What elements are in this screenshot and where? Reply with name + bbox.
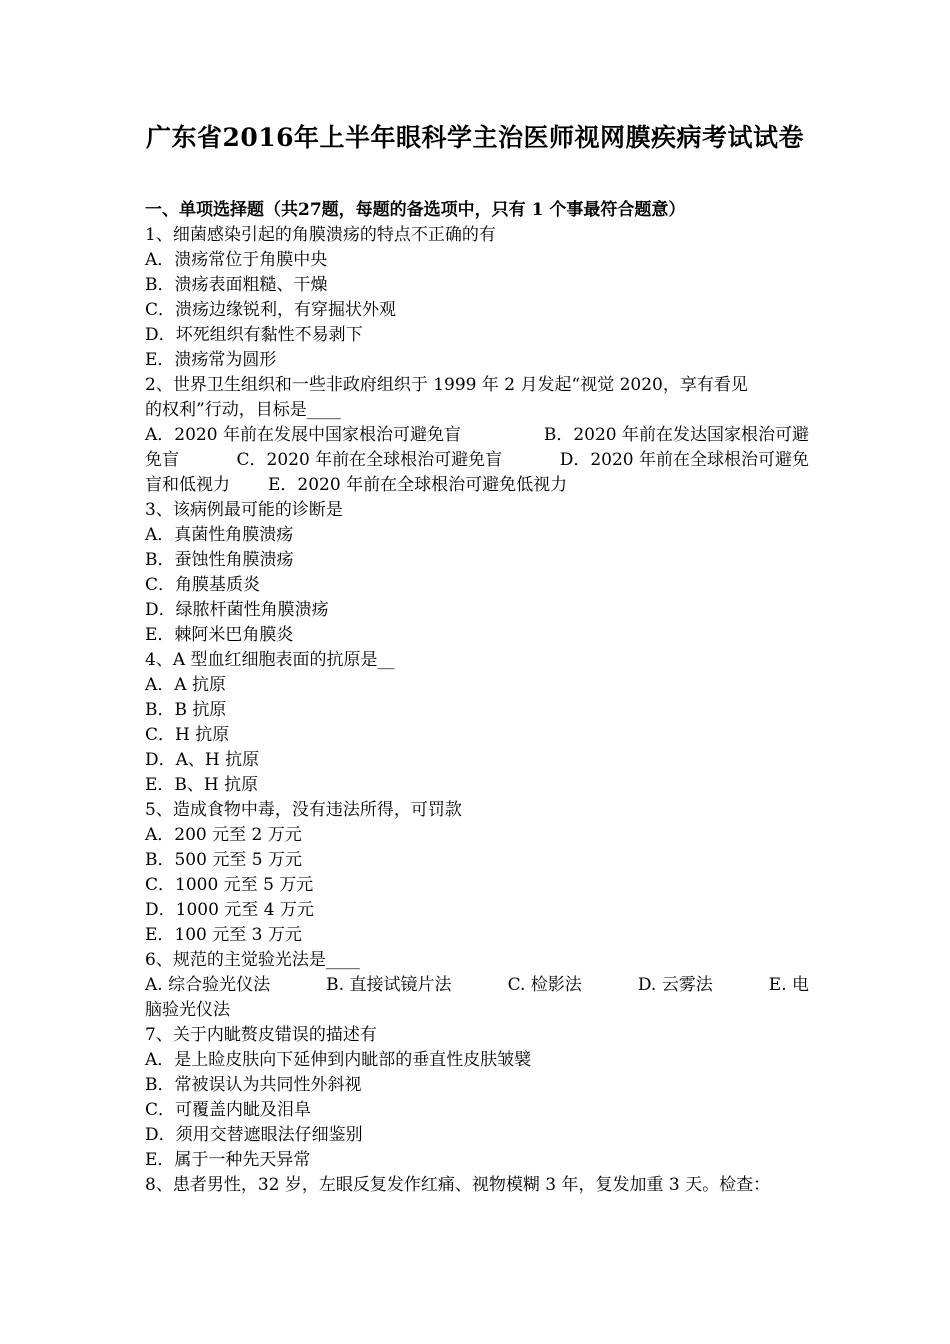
option: E．2020 年前在全球根治可避免低视力 bbox=[268, 475, 568, 495]
option: B．溃疡表面粗糙、干燥 bbox=[145, 275, 328, 295]
option: B．蚕蚀性角膜溃疡 bbox=[145, 550, 294, 570]
question-stem: 4、A 型血红细胞表面的抗原是__ bbox=[145, 650, 395, 670]
option-row bbox=[145, 473, 809, 498]
option: C．1000 元至 5 万元 bbox=[145, 875, 314, 895]
option: E．B、H 抗原 bbox=[145, 775, 259, 795]
option: B．500 元至 5 万元 bbox=[145, 850, 302, 870]
option: E. 电 bbox=[768, 975, 809, 995]
option: D．坏死组织有黏性不易剥下 bbox=[145, 325, 363, 345]
option: A．200 元至 2 万元 bbox=[145, 825, 302, 845]
option: C．角膜基质炎 bbox=[145, 575, 261, 595]
section-heading: 一、单项选择题（共27题，每题的备选项中，只有 1 个事最符合题意） bbox=[145, 200, 686, 220]
option-row bbox=[145, 423, 809, 448]
option: B．B 抗原 bbox=[145, 700, 227, 720]
option: A．2020 年前在发展中国家根治可避免盲 bbox=[145, 425, 461, 445]
option: C．可覆盖内眦及泪阜 bbox=[145, 1100, 312, 1120]
option-row bbox=[145, 973, 809, 998]
question-stem: 6、规范的主觉验光法是____ bbox=[145, 950, 360, 970]
question-stem-cont: 的权利”行动，目标是____ bbox=[145, 400, 341, 420]
document-title: 广东省2016年上半年眼科学主治医师视网膜疾病考试试卷 bbox=[145, 123, 805, 152]
option: C．溃疡边缘锐利，有穿掘状外观 bbox=[145, 300, 397, 320]
question-stem: 2、世界卫生组织和一些非政府组织于 1999 年 2 月发起“视觉 2020，享有看见 bbox=[145, 375, 748, 395]
option: E．溃疡常为圆形 bbox=[145, 350, 277, 370]
question-stem: 7、关于内眦赘皮错误的描述有 bbox=[145, 1025, 377, 1045]
option: D．2020 年前在全球根治可避免 bbox=[559, 450, 809, 470]
option: E．100 元至 3 万元 bbox=[145, 925, 302, 945]
option: D. 云雾法 bbox=[637, 975, 713, 995]
question-stem: 3、该病例最可能的诊断是 bbox=[145, 500, 343, 520]
option-cont: 脑验光仪法 bbox=[145, 1000, 230, 1020]
option: E．属于一种先天异常 bbox=[145, 1150, 311, 1170]
option: A．A 抗原 bbox=[145, 675, 226, 695]
option: D．须用交替遮眼法仔细鉴别 bbox=[145, 1125, 363, 1145]
question-stem: 5、造成食物中毒，没有违法所得，可罚款 bbox=[145, 800, 462, 820]
option: D．1000 元至 4 万元 bbox=[145, 900, 314, 920]
option: E．棘阿米巴角膜炎 bbox=[145, 625, 294, 645]
option-row bbox=[145, 448, 809, 473]
option: B．2020 年前在发达国家根治可避 bbox=[543, 425, 809, 445]
option: A．溃疡常位于角膜中央 bbox=[145, 250, 328, 270]
option: D．A、H 抗原 bbox=[145, 750, 260, 770]
question-stem: 1、细菌感染引起的角膜溃疡的特点不正确的有 bbox=[145, 225, 496, 245]
option: B. 直接试镜片法 bbox=[326, 975, 452, 995]
option: A．是上睑皮肤向下延伸到内眦部的垂直性皮肤皱襞 bbox=[145, 1050, 532, 1070]
question-stem: 8、患者男性，32 岁，左眼反复发作红痛、视物模糊 3 年，复发加重 3 天。检查： bbox=[145, 1175, 771, 1195]
option: A. 综合验光仪法 bbox=[145, 975, 271, 995]
option: B．常被误认为共同性外斜视 bbox=[145, 1075, 362, 1095]
option-cont: 盲和低视力 bbox=[145, 475, 230, 495]
option: D．绿脓杆菌性角膜溃疡 bbox=[145, 600, 329, 620]
option-cont: 免盲 bbox=[145, 450, 179, 470]
option: C. 检影法 bbox=[507, 975, 582, 995]
option: A．真菌性角膜溃疡 bbox=[145, 525, 294, 545]
option: C．H 抗原 bbox=[145, 725, 230, 745]
option: C．2020 年前在全球根治可避免盲 bbox=[236, 450, 503, 470]
document-body bbox=[145, 198, 809, 1198]
